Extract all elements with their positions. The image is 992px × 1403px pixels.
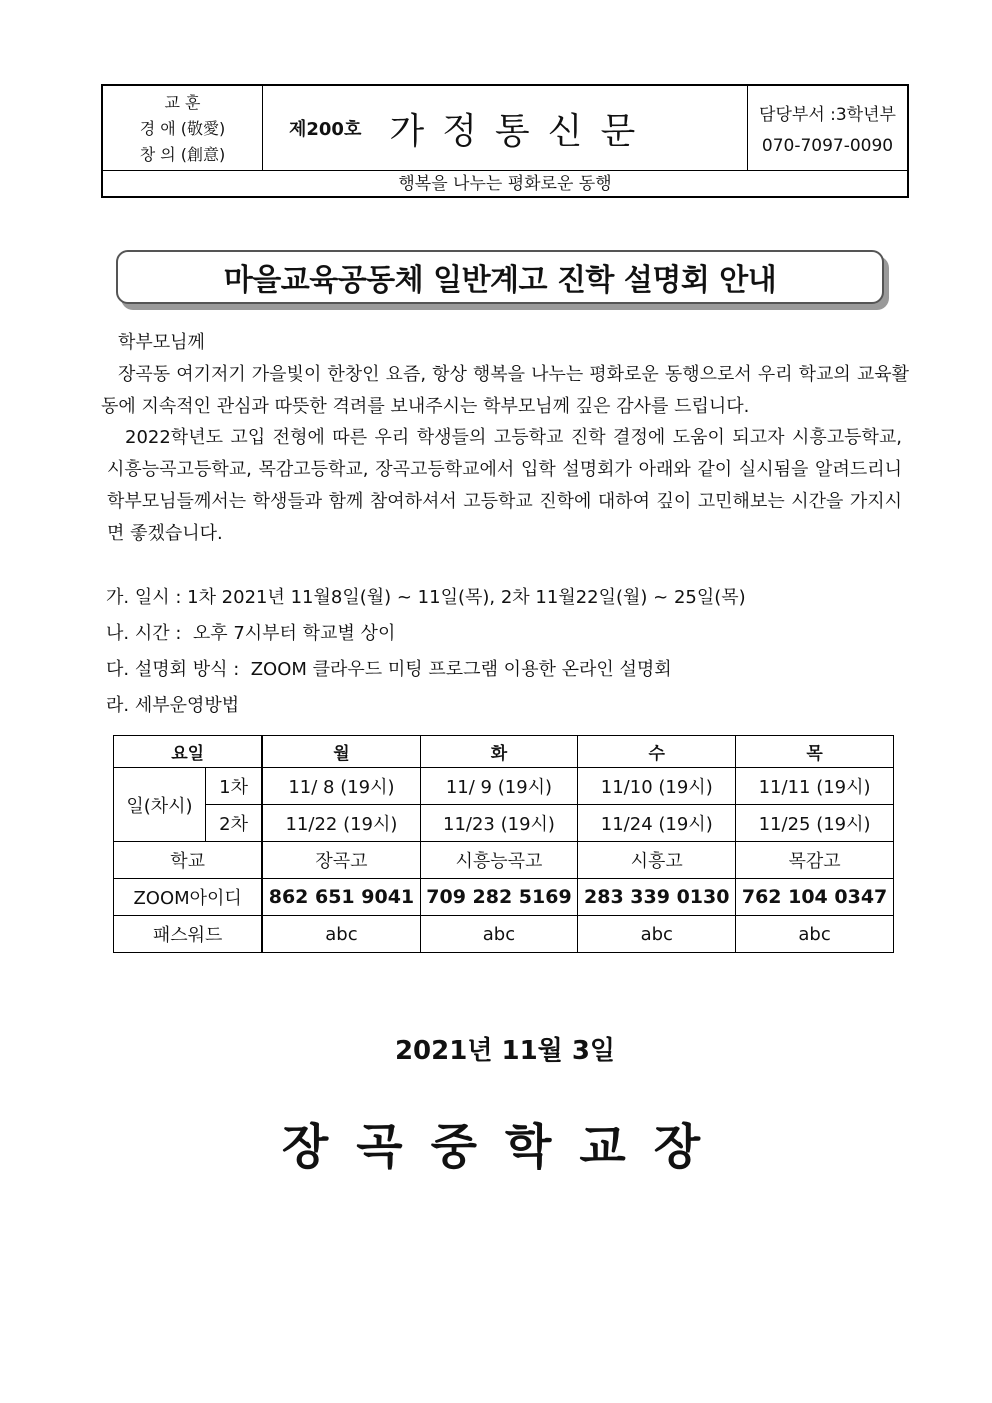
school-cell: 시흥능곡고 — [420, 842, 578, 879]
issue-date: 2021년 11월 3일 — [394, 1036, 616, 1066]
item-time: 나. 시간 : 오후 7시부터 학교별 상이 — [106, 623, 396, 644]
department: 담당부서 :3학년부 — [759, 105, 896, 125]
newsletter-title: 가정통신문 — [389, 110, 654, 152]
date-cell: 11/25 (19시) — [736, 805, 894, 842]
day-mon: 월 — [262, 736, 420, 768]
schedule-table — [113, 735, 894, 953]
round-label: 2차 — [205, 805, 262, 842]
newsletter-header — [101, 84, 909, 198]
motto-line-1: 경 애 (敬愛) — [139, 119, 226, 138]
date-cell: 11/24 (19시) — [578, 805, 736, 842]
issue-info — [263, 86, 831, 170]
password-cell: abc — [736, 916, 894, 953]
school-motto — [103, 86, 263, 170]
item-detail: 라. 세부운영방법 — [106, 695, 240, 716]
day-wed: 수 — [578, 736, 736, 768]
table-row — [114, 805, 894, 842]
motto-line-2: 창 의 (創意) — [139, 145, 226, 164]
password-cell: abc — [262, 916, 420, 953]
date-cell: 11/ 8 (19시) — [262, 768, 420, 805]
school-cell: 장곡고 — [262, 842, 420, 879]
issue-number: 제200호 — [289, 119, 362, 140]
date-cell: 11/23 (19시) — [420, 805, 578, 842]
page-title: 마을교육공동체 일반계고 진학 설명회 안내 — [223, 263, 777, 298]
table-row — [114, 768, 894, 805]
department-info — [747, 86, 907, 170]
date-cell: 11/ 9 (19시) — [420, 768, 578, 805]
table-header-row — [114, 736, 894, 768]
phone-number: 070-7097-0090 — [761, 136, 894, 156]
password-cell: abc — [420, 916, 578, 953]
weekday-header: 요일 — [114, 736, 263, 768]
greeting: 학부모님께 — [118, 332, 205, 353]
school-cell: 목감고 — [736, 842, 894, 879]
item-datetime: 가. 일시 : 1차 2021년 11월8일(월) ~ 11일(목), 2차 11월22일(월) ~ 25일(목) — [106, 587, 746, 608]
motto-label: 교 훈 — [164, 93, 201, 112]
table-row — [114, 916, 894, 953]
day-thu: 목 — [736, 736, 894, 768]
day-tue: 화 — [420, 736, 578, 768]
paragraph-2: 2022학년도 고입 전형에 따른 우리 학생들의 고등학교 진학 결정에 도움이 되고자 시흥고등학교, 시흥능곡고등학교, 목감고등학교, 장곡고등학교에서 입학 설명회가 아래와 같이 실시됨을 알려드리니 학부모님들께서는 학생들과 함께 참여하셔서 고등학교 진학에 대하여 깊이 고민해보는 시간을 가지시면 좋겠습니다. — [107, 427, 902, 544]
table-row — [114, 879, 894, 916]
date-cell: 11/10 (19시) — [578, 768, 736, 805]
date-label: 일(차시) — [114, 768, 206, 842]
info-list — [106, 580, 746, 724]
title-banner — [116, 250, 884, 304]
paragraph-1: 장곡동 여기저기 가을빛이 한창인 요즘, 항상 행복을 나누는 평화로운 동행으로서 우리 학교의 교육활동에 지속적인 관심과 따뜻한 격려를 보내주시는 학부모님께 깊은 감사를 드립니다. — [101, 364, 909, 417]
school-cell: 시흥고 — [578, 842, 736, 879]
round-label: 1차 — [205, 768, 262, 805]
school-slogan: 행복을 나누는 평화로운 동행 — [103, 170, 907, 198]
item-method: 다. 설명회 방식 : ZOOM 클라우드 미팅 프로그램 이용한 온라인 설명회 — [106, 659, 672, 680]
password-cell: abc — [578, 916, 736, 953]
password-label: 패스워드 — [114, 916, 263, 953]
school-label: 학교 — [114, 842, 263, 879]
zoom-id-cell: 283 339 0130 — [578, 879, 736, 916]
principal-signature: 장곡중학교장 — [281, 1119, 729, 1175]
zoom-id-label: ZOOM아이디 — [114, 879, 263, 916]
date-cell: 11/11 (19시) — [736, 768, 894, 805]
zoom-id-cell: 762 104 0347 — [736, 879, 894, 916]
zoom-id-cell: 862 651 9041 — [262, 879, 420, 916]
zoom-id-cell: 709 282 5169 — [420, 879, 578, 916]
table-row — [114, 842, 894, 879]
date-cell: 11/22 (19시) — [262, 805, 420, 842]
